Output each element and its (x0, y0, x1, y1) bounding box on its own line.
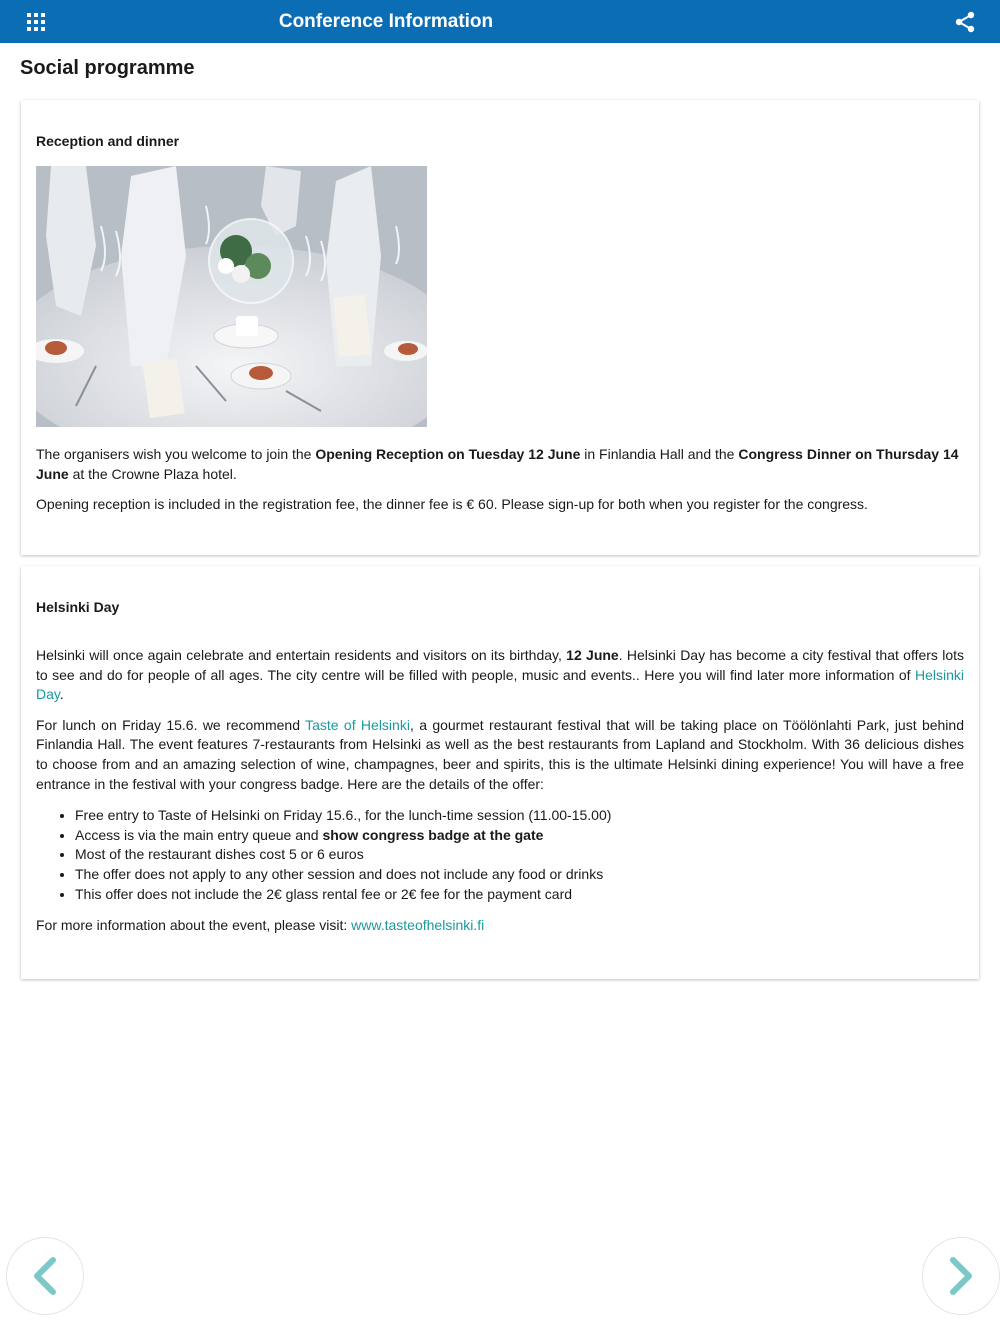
taste-of-helsinki-website-link[interactable]: www.tasteofhelsinki.fi (351, 917, 485, 934)
reception-card (21, 100, 979, 555)
taste-of-helsinki-link[interactable]: Taste of Helsinki (305, 716, 410, 733)
reception-paragraph-2: Opening reception is included in the registration fee, the dinner fee is € 60. Please sign-up for both when you register for the congress. (36, 496, 868, 513)
chevron-right-icon (945, 1256, 977, 1296)
previous-page-button[interactable] (6, 1237, 84, 1315)
list-item: • This offer does not include the 2€ glass rental fee or 2€ fee for the payment card (75, 885, 964, 905)
app-bar (0, 0, 1000, 43)
helsinki-day-body (36, 646, 964, 936)
list-item: • Access is via the main entry queue and show congress badge at the gate (75, 826, 964, 846)
helsinki-day-card (21, 566, 979, 979)
share-icon[interactable] (954, 11, 976, 33)
dinner-table-photo (36, 166, 427, 427)
helsinki-day-paragraph-2: For lunch on Friday 15.6. we recommend Taste of Helsinki, a gourmet restaurant festival that will be taking place on Töölönlahti Park, just behind Finlandia Hall. The event features 7-restaurants from Helsinki as well as the best restaurants from Lapland and Stockholm. With 36 delicious dishes to choose from and an amazing selection of wine, champagnes, beer and spirits, this is the ultimate Helsinki dining experience! You will have a free entrance in the festival with your congress badge. Here are the details of the offer: (36, 716, 964, 792)
reception-body (36, 445, 964, 515)
offer-list (36, 806, 964, 904)
more-info-paragraph: For more information about the event, please visit: www.tasteofhelsinki.fi (36, 917, 485, 934)
chevron-left-icon (29, 1256, 61, 1296)
app-title: Conference Information (278, 11, 494, 32)
helsinki-day-paragraph-1: Helsinki will once again celebrate and entertain residents and visitors on its birthday, 12 June. Helsinki Day has become a city festival that offers lots to see and do for people of all ages. The city centre will be filled with people, music and events.. Here you will find later more information of Helsinki Day. (36, 647, 965, 703)
list-item: • The offer does not apply to any other session and does not include any food or drinks (75, 865, 964, 885)
list-item: • Free entry to Taste of Helsinki on Friday 15.6., for the lunch-time session (11.00-15.00) (75, 806, 964, 826)
reception-paragraph-1: The organisers wish you welcome to join the Opening Reception on Tuesday 12 June in Finlandia Hall and the Congress Dinner on Thursday 14 June at the Crowne Plaza hotel. (36, 446, 959, 482)
helsinki-day-link[interactable]: Helsinki Day (36, 666, 964, 703)
next-page-button[interactable] (922, 1237, 1000, 1315)
list-item: • Most of the restaurant dishes cost 5 or 6 euros (75, 845, 964, 865)
page-title: Social programme (20, 57, 195, 79)
helsinki-day-heading: Helsinki Day (36, 599, 120, 615)
reception-heading: Reception and dinner (36, 133, 180, 149)
